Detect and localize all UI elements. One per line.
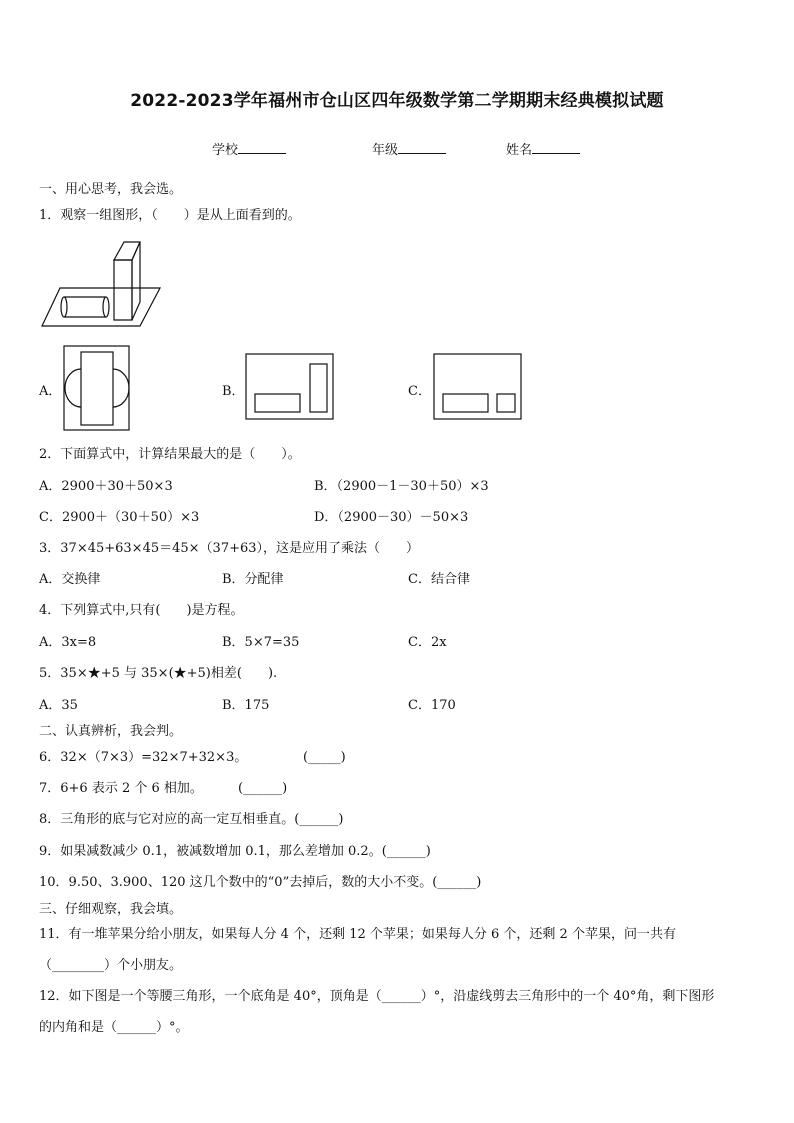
section-3-heading: 三、仔细观察，我会填。 bbox=[39, 902, 183, 917]
question-5: 5．35×★+5 与 35×(★+5)相差( ). bbox=[39, 666, 278, 681]
question-6: 6．32×（7×3）=32×7+32×3。 bbox=[39, 750, 248, 765]
question-1: 1．观察一组图形，（ ）是从上面看到的。 bbox=[39, 208, 301, 223]
section-2-heading: 二、认真辨析，我会判。 bbox=[39, 724, 183, 739]
q1-option-a-figure[interactable] bbox=[63, 345, 131, 432]
question-10: 10．9.50、3.900、120 这几个数中的“0”去掉后，数的大小不变。(______) bbox=[39, 875, 482, 890]
q2-option-b[interactable]: B．（2900－1－30＋50）×3 bbox=[314, 479, 489, 494]
student-info bbox=[212, 142, 286, 160]
grade-label: 年级 bbox=[372, 143, 399, 158]
q1-option-b-figure[interactable] bbox=[245, 353, 335, 421]
q6-answer-blank[interactable]: (_____) bbox=[303, 750, 346, 765]
q4-option-b[interactable]: B．5×7=35 bbox=[222, 635, 300, 650]
q3-option-c[interactable]: C．结合律 bbox=[408, 572, 470, 587]
q1-option-c-figure[interactable] bbox=[433, 353, 523, 421]
q1-option-a-label: A． bbox=[39, 384, 62, 399]
question-7: 7．6+6 表示 2 个 6 相加。 bbox=[39, 781, 203, 796]
q5-option-c[interactable]: C．170 bbox=[408, 698, 456, 713]
q3-option-b[interactable]: B．分配律 bbox=[222, 572, 284, 587]
q2-option-a[interactable]: A．2900＋30＋50×3 bbox=[39, 479, 173, 494]
question-3: 3．37×45+63×45＝45×（37+63），这是应用了乘法（ ） bbox=[39, 541, 420, 556]
section-1-heading: 一、用心思考，我会选。 bbox=[39, 182, 183, 197]
question-8: 8．三角形的底与它对应的高一定互相垂直。(______) bbox=[39, 812, 344, 827]
q2-option-c[interactable]: C．2900＋（30＋50）×3 bbox=[39, 510, 200, 525]
q4-option-a[interactable]: A．3x=8 bbox=[39, 635, 97, 650]
grade-info bbox=[372, 142, 446, 160]
q2-option-d[interactable]: D．（2900－30）－50×3 bbox=[314, 510, 469, 525]
q1-3d-figure bbox=[40, 236, 165, 328]
q4-option-c[interactable]: C．2x bbox=[408, 635, 447, 650]
q7-answer-blank[interactable]: (______) bbox=[238, 781, 288, 796]
grade-blank bbox=[398, 153, 446, 154]
question-12-line-2: 的内角和是（______）°。 bbox=[39, 1020, 189, 1035]
q5-option-a[interactable]: A．35 bbox=[39, 698, 78, 713]
q3-option-a[interactable]: A．交换律 bbox=[39, 572, 101, 587]
page-title: 2022-2023学年福州市仓山区四年级数学第二学期期末经典模拟试题 bbox=[130, 91, 664, 111]
school-label: 学校 bbox=[212, 143, 239, 158]
question-2: 2．下面算式中，计算结果最大的是（ ）。 bbox=[39, 447, 301, 462]
name-blank bbox=[532, 153, 580, 154]
question-9: 9．如果减数减少 0.1，被减数增加 0.1，那么差增加 0.2。(______) bbox=[39, 844, 431, 859]
q1-option-b-label: B． bbox=[222, 384, 245, 399]
question-11-line-1: 11．有一堆苹果分给小朋友，如果每人分 4 个，还剩 12 个苹果；如果每人分 6 个，还剩 2 个苹果，问一共有 bbox=[39, 927, 676, 942]
question-4: 4．下列算式中,只有( )是方程。 bbox=[39, 603, 244, 618]
name-label: 姓名 bbox=[506, 143, 533, 158]
name-info bbox=[506, 142, 580, 160]
q1-option-c-label: C． bbox=[408, 384, 431, 399]
q5-option-b[interactable]: B．175 bbox=[222, 698, 270, 713]
school-blank bbox=[238, 153, 286, 154]
question-12-line-1: 12．如下图是一个等腰三角形，一个底角是 40°，顶角是（______）°，沿虚线剪去三角形中的一个 40°角，剩下图形 bbox=[39, 989, 715, 1004]
question-11-line-2: （________）个小朋友。 bbox=[39, 958, 183, 973]
